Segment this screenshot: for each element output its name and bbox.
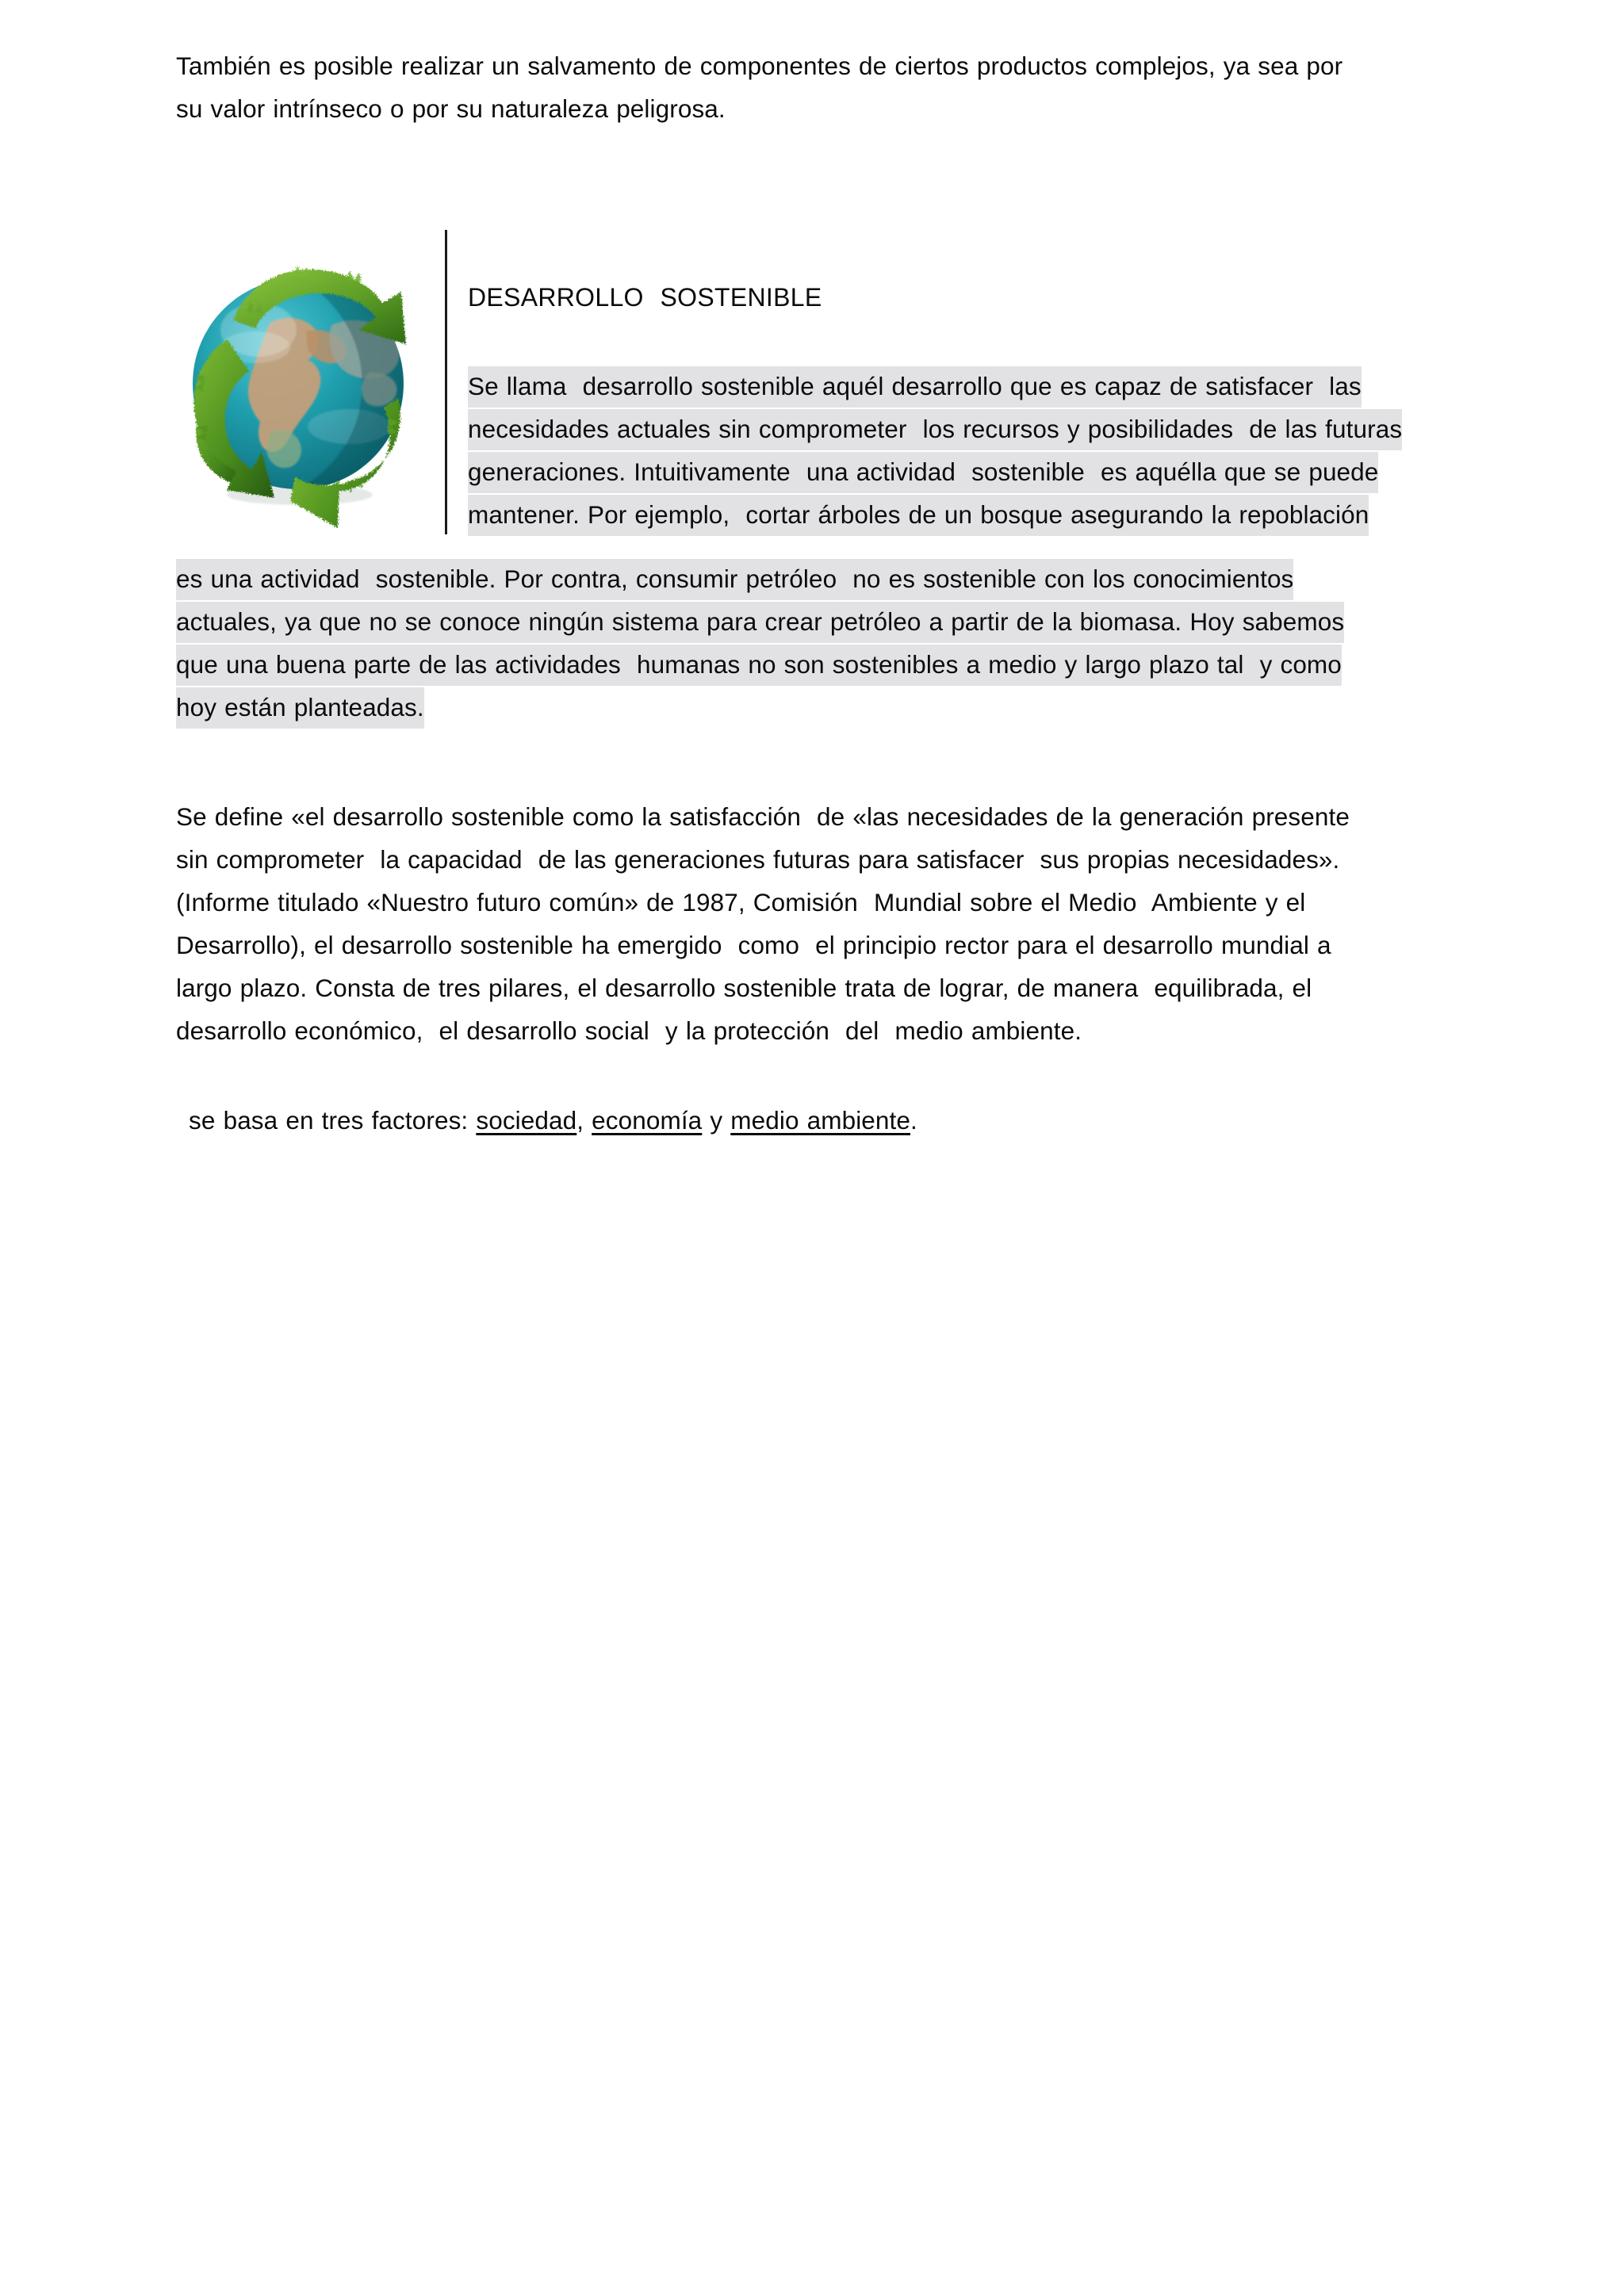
paragraph-text — [181, 1099, 1291, 1142]
section-heading-desarrollo-sostenible: DESARROLLO SOSTENIBLE — [468, 283, 822, 312]
text-line: (Informe titulado «Nuestro futuro común» de 1987, Comisión Mundial sobre el Medio Ambiente y el — [176, 888, 1306, 916]
highlighted-text: Se llama desarrollo sostenible aquél desarrollo que es capaz de satisfacer las — [468, 366, 1362, 408]
highlighted-text: mantener. Por ejemplo, cortar árboles de un bosque asegurando la repoblación — [468, 495, 1369, 536]
factores-separator: y — [702, 1106, 731, 1135]
page-right-edge — [1507, 0, 1624, 2296]
factores-prefix: se basa en tres factores: — [181, 1106, 477, 1135]
paragraph-desarrollo-sostenible-indented — [468, 365, 1469, 536]
text-line: largo plazo. Consta de tres pilares, el desarrollo sostenible trata de lograr, de manera equilibrada, el — [176, 974, 1312, 1002]
paragraph-definicion-informe — [176, 795, 1477, 1052]
figure-vertical-divider — [445, 230, 447, 534]
text-line — [176, 643, 1477, 686]
text-line: Se define «el desarrollo sostenible como la satisfacción de «las necesidades de la generación presente — [176, 802, 1350, 831]
text-line: su valor intrínseco o por su naturaleza peligrosa. — [176, 94, 726, 123]
paragraph-intro — [176, 44, 1469, 130]
highlighted-text: actuales, ya que no se conoce ningún sistema para crear petróleo a partir de la biomasa. Hoy sabemos — [176, 602, 1344, 643]
text-line: sin comprometer la capacidad de las generaciones futuras para satisfacer sus propias necesidades». — [176, 845, 1340, 874]
text-line — [468, 450, 1469, 493]
text-line: Desarrollo), el desarrollo sostenible ha emergido como el principio rector para el desarrollo mundial a — [176, 931, 1331, 959]
factor-sociedad: sociedad — [476, 1106, 577, 1135]
figure-block — [151, 228, 446, 536]
highlighted-text: generaciones. Intuitivamente una actividad sostenible es aquélla que se puede — [468, 452, 1378, 493]
paragraph-text — [176, 44, 1469, 130]
text-line: También es posible realizar un salvamento de componentes de ciertos productos complejos, ya sea por — [176, 52, 1343, 80]
text-line — [176, 686, 1477, 729]
text-line: desarrollo económico, el desarrollo social y la protección del medio ambiente. — [176, 1016, 1082, 1045]
paragraph-text — [176, 557, 1477, 729]
paragraph-tres-factores — [181, 1099, 1291, 1142]
text-line — [468, 493, 1469, 536]
factor-economia: economía — [592, 1106, 703, 1135]
text-line — [176, 600, 1477, 643]
highlighted-text: es una actividad sostenible. Por contra, consumir petróleo no es sostenible con los conocimientos — [176, 559, 1293, 600]
factores-suffix: . — [910, 1106, 917, 1135]
paragraph-text — [468, 365, 1469, 536]
text-line — [176, 557, 1477, 600]
text-line — [468, 365, 1469, 408]
highlighted-text: que una buena parte de las actividades humanas no son sostenibles a medio y largo plazo tal y como — [176, 645, 1342, 686]
highlighted-text: hoy están planteadas. — [176, 687, 424, 729]
text-line — [468, 408, 1469, 450]
highlighted-text: necesidades actuales sin comprometer los recursos y posibilidades de las futuras — [468, 409, 1402, 450]
factores-separator: , — [576, 1106, 592, 1135]
text-line — [181, 1099, 1291, 1142]
recycling-earth-globe-image — [151, 228, 446, 533]
paragraph-desarrollo-sostenible-continuation — [176, 557, 1477, 729]
factor-medio-ambiente: medio ambiente — [730, 1106, 910, 1135]
paragraph-text — [176, 795, 1477, 1052]
